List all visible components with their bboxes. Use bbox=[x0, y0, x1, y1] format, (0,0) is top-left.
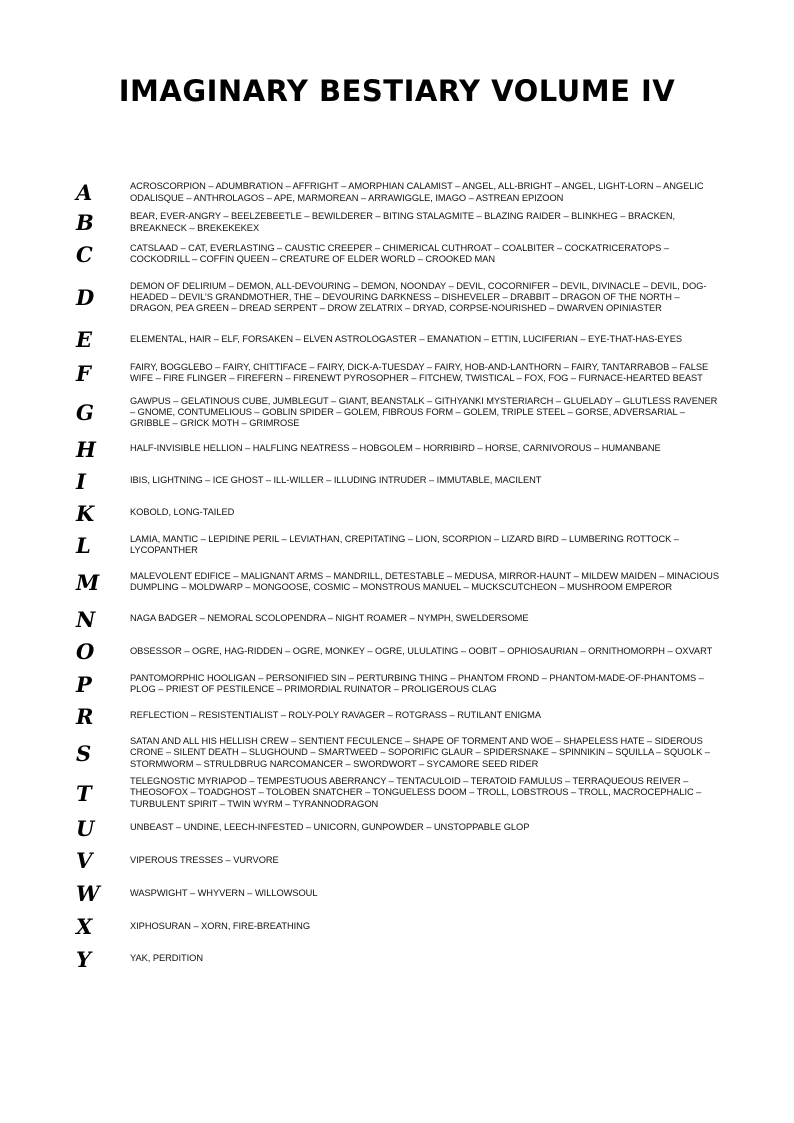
index-letter: X bbox=[76, 914, 93, 939]
entry-text: UNBEAST – UNDINE, LEECH-INFESTED – UNICORN, GUNPOWDER – UNSTOPPABLE GLOP bbox=[130, 822, 530, 833]
index-letter: T bbox=[76, 780, 92, 806]
entry-text: XIPHOSURAN – XORN, FIRE-BREATHING bbox=[130, 920, 311, 931]
entry-text: CATSLAAD – CAT, EVERLASTING – CAUSTIC CREEPER – CHIMERICAL CUTHROAT – COALBITER – COCKATRICERATOPS – COCKODRILL – COFFIN QUEEN – CREATURE OF ELDER WORLD – CROOKED MAN bbox=[130, 242, 669, 264]
index-letter: M bbox=[76, 569, 100, 595]
index-letter: H bbox=[76, 436, 96, 462]
entry-text: FAIRY, BOGGLEBO – FAIRY, CHITTIFACE – FAIRY, DICK-A-TUESDAY – FAIRY, HOB-AND-LANTHORN – FAIRY, TANTARRABOB – FALSE WIFE – FIRE FLINGER – FIREFERN – FIRENEWT PYROSOPHER – FITCHEW, TWISTICAL – FOX, FOG – FURNACE-HEARTED BEAST bbox=[130, 361, 709, 383]
entry-y bbox=[0, 943, 794, 975]
entry-b bbox=[0, 207, 794, 238]
entry-x bbox=[0, 910, 794, 943]
entry-l bbox=[0, 529, 794, 561]
bestiary-index bbox=[0, 178, 794, 975]
entry-g bbox=[0, 392, 794, 433]
entry-i bbox=[0, 465, 794, 497]
entry-text: DEMON OF DELIRIUM – DEMON, ALL-DEVOURING – DEMON, NOONDAY – DEVIL, COCORNIFER – DEVIL, DIVINACLE – DEVIL, DOG-HEADED – DEVIL’S GRANDMOTHER, THE – DEVOURING DARKNESS – DISHEVELER – DRABBIT – DRAGON OF THE NORTH – DRAGON, PEA GREEN – DREAD SERPENT – DROW ZELATRIX – DRYAD, CORPSE-NOURISHED – DWARVEN OPINIASTER bbox=[130, 280, 707, 314]
entry-s bbox=[0, 732, 794, 774]
entry-text: OBSESSOR – OGRE, HAG-RIDDEN – OGRE, MONKEY – OGRE, ULULATING – OOBIT – OPHIOSAURIAN – ORNITHOMORPH – OXVART bbox=[130, 645, 713, 656]
entry-p bbox=[0, 668, 794, 700]
entry-text: IBIS, LIGHTNING – ICE GHOST – ILL-WILLER – ILLUDING INTRUDER – IMMUTABLE, MACILENT bbox=[130, 475, 542, 486]
index-letter: A bbox=[76, 180, 93, 205]
index-letter: O bbox=[76, 639, 95, 664]
entry-text: WASPWIGHT – WHYVERN – WILLOWSOUL bbox=[130, 887, 318, 898]
index-letter: R bbox=[76, 703, 94, 729]
entry-text: SATAN AND ALL HIS HELLISH CREW – SENTIENT FECULENCE – SHAPE OF TORMENT AND WOE – SHAPELESS HATE – SIDEROUS CRONE – SILENT DEATH – SLUGHOUND – SMARTWEED – SOPORIFIC GLAUR – SPIDERSNAKE – SPINNIKIN – SQUILLA – SQUOLK – STORMWORM – STRULDBRUG NARCOMANCER – SWORDWORT – SYCAMORE SEED RIDER bbox=[130, 736, 710, 769]
index-letter: L bbox=[76, 532, 91, 558]
index-letter: U bbox=[76, 815, 95, 841]
index-letter: B bbox=[76, 210, 94, 235]
entry-t bbox=[0, 774, 794, 812]
entry-k bbox=[0, 497, 794, 529]
entry-o bbox=[0, 635, 794, 668]
index-letter: Y bbox=[76, 946, 91, 972]
entry-n bbox=[0, 603, 794, 635]
page-title: IMAGINARY BESTIARY VOLUME IV bbox=[118, 74, 676, 108]
index-letter: E bbox=[76, 327, 93, 352]
entry-text: KOBOLD, LONG-TAILED bbox=[130, 507, 235, 518]
entry-v bbox=[0, 844, 794, 877]
index-letter: G bbox=[76, 400, 94, 425]
entry-m bbox=[0, 561, 794, 603]
entry-h bbox=[0, 433, 794, 465]
index-letter: P bbox=[76, 671, 92, 697]
entry-r bbox=[0, 700, 794, 732]
index-letter: S bbox=[76, 740, 92, 766]
index-letter: D bbox=[76, 285, 95, 310]
entry-text: YAK, PERDITION bbox=[130, 953, 203, 964]
entry-w bbox=[0, 877, 794, 910]
entry-text: VIPEROUS TRESSES – VURVORE bbox=[130, 854, 279, 865]
entry-d bbox=[0, 270, 794, 325]
entry-text: PANTOMORPHIC HOOLIGAN – PERSONIFIED SIN – PERTURBING THING – PHANTOM FROND – PHANTOM-MADE-OF-PHANTOMS – PLOG – PRIEST OF PESTILENCE – PRIMORDIAL RUINATOR – PROLIGEROUS CLAG bbox=[130, 672, 704, 694]
entry-text: TELEGNOSTIC MYRIAPOD – TEMPESTUOUS ABERRANCY – TENTACULOID – TERATOID FAMULUS – TERRAQUEOUS REIVER – THEOSOFOX – TOADGHOST – TOLOBEN SNATCHER – TONGUELESS DOOM – TROLL, LOBSTROUS – TROLL, MACROCEPHALIC – TURBULENT SPIRIT – TWIN WYRM – TYRANNODRAGON bbox=[130, 776, 702, 809]
entry-text: NAGA BADGER – NEMORAL SCOLOPENDRA – NIGHT ROAMER – NYMPH, SWELDERSOME bbox=[130, 613, 529, 624]
entry-text: LAMIA, MANTIC – LEPIDINE PERIL – LEVIATHAN, CREPITATING – LION, SCORPION – LIZARD BIRD – LUMBERING ROTTOCK – LYCOPANTHER bbox=[130, 533, 679, 555]
entry-text: ELEMENTAL, HAIR – ELF, FORSAKEN – ELVEN ASTROLOGASTER – EMANATION – ETTIN, LUCIFERIAN – EYE-THAT-HAS-EYES bbox=[130, 333, 683, 344]
entry-a bbox=[0, 178, 794, 207]
index-letter: C bbox=[76, 241, 93, 267]
entry-text: GAWPUS – GELATINOUS CUBE, JUMBLEGUT – GIANT, BEANSTALK – GITHYANKI MYSTERIARCH – GLUELADY – GLUTLESS RAVENER – GNOME, CONTUMELIOUS – GOBLIN SPIDER – GOLEM, FIBROUS FORM – GOLEM, TRIPLE STEEL – GORSE, ADVERSARIAL – GRIBBLE – GRICK MOTH – GRIMROSE bbox=[130, 395, 718, 429]
index-letter: W bbox=[76, 881, 100, 906]
entry-text: REFLECTION – RESISTENTIALIST – ROLY-POLY RAVAGER – ROTGRASS – RUTILANT ENIGMA bbox=[130, 710, 542, 721]
entry-f bbox=[0, 354, 794, 392]
entry-c bbox=[0, 238, 794, 270]
index-letter: F bbox=[76, 360, 91, 386]
index-letter: K bbox=[76, 500, 95, 526]
entry-text: MALEVOLENT EDIFICE – MALIGNANT ARMS – MANDRILL, DETESTABLE – MEDUSA, MIRROR-HAUNT – MILDEW MAIDEN – MINACIOUS DUMPLING – MOLDWARP – MONGOOSE, COSMIC – MONSTROUS MANUEL – MUCKSCUTCHEON – MUSHROOM EMPEROR bbox=[130, 570, 719, 592]
entry-text: BEAR, EVER-ANGRY – BEELZEBEETLE – BEWILDERER – BITING STALAGMITE – BLAZING RAIDER – BLINKHEG – BRACKEN, BREAKNECK – BREKEKEKEX bbox=[130, 211, 676, 233]
entry-e bbox=[0, 325, 794, 354]
index-letter: N bbox=[76, 606, 96, 632]
entry-text: ACROSCORPION – ADUMBRATION – AFFRIGHT – AMORPHIAN CALAMIST – ANGEL, ALL-BRIGHT – ANGEL, LIGHT-LORN – ANGELIC ODALISQUE – ANTHROLAGOS – APE, MARMOREAN – ARRAWIGGLE, IMAGO – ASTREAN EPIZOON bbox=[130, 181, 704, 203]
index-letter: V bbox=[76, 848, 93, 873]
entry-text: HALF-INVISIBLE HELLION – HALFLING NEATRESS – HOBGOLEM – HORRIBIRD – HORSE, CARNIVOROUS – HUMANBANE bbox=[130, 443, 661, 454]
entry-u bbox=[0, 812, 794, 844]
index-letter: I bbox=[76, 468, 86, 494]
